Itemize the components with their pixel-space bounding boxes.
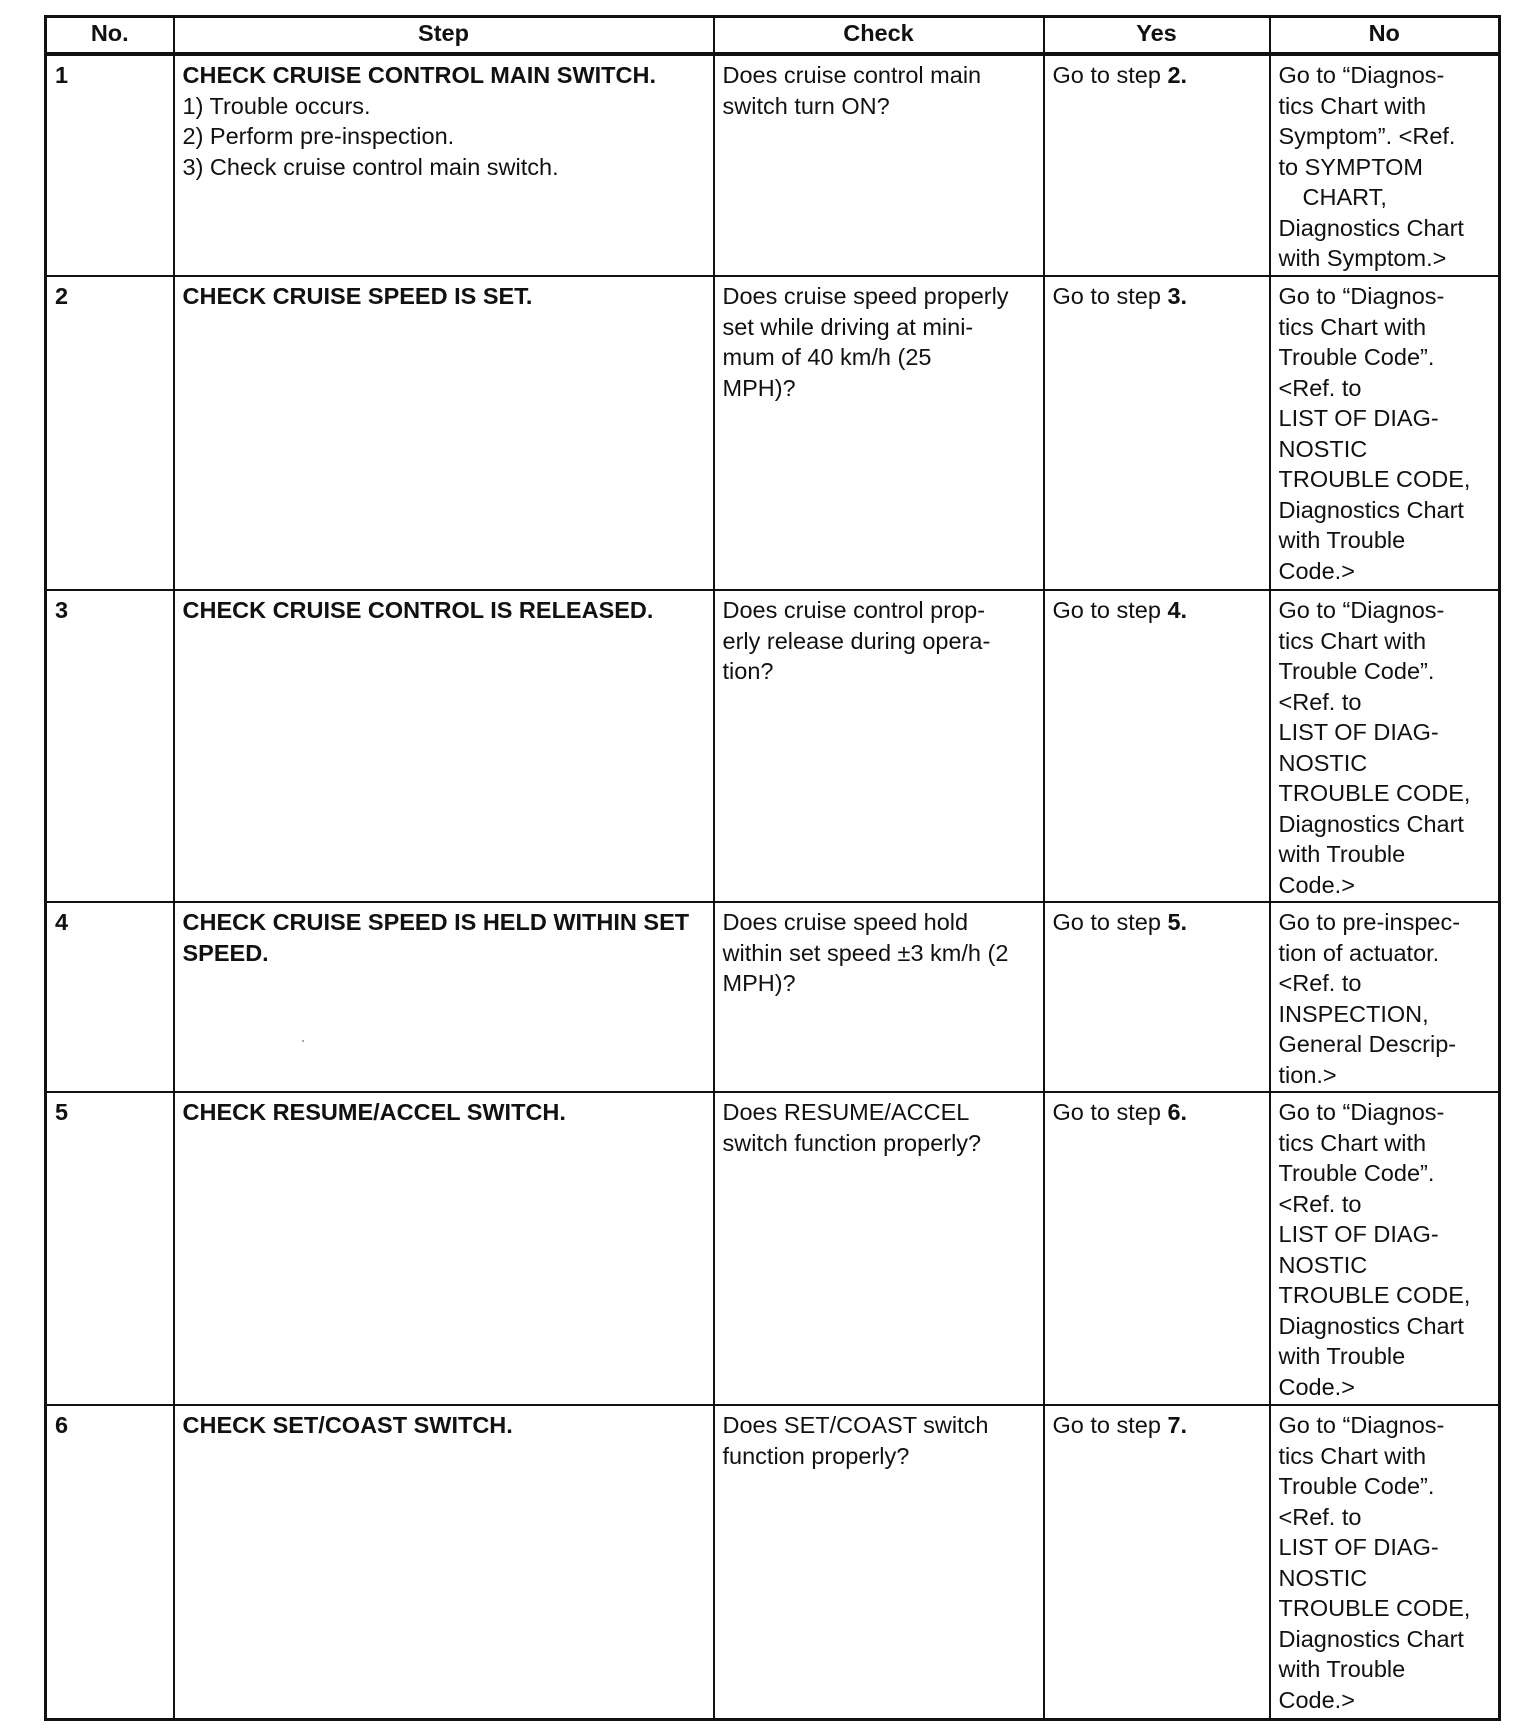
step-cell [174,1092,714,1405]
step-instruction: 1) Trouble occurs. [182,92,371,119]
step-number-cell: 6 [46,1405,174,1720]
yes-step-number: 6. [1167,1099,1188,1125]
table-row [46,276,1500,590]
no-result-line: NOSTIC [1278,1251,1368,1278]
no-result-line: <Ref. to [1278,970,1362,996]
check-text-line: switch function properly? [722,1129,982,1156]
no-result-line: Symptom”. <Ref. [1278,123,1456,149]
yes-cell [1044,54,1270,276]
no-result-line: LIST OF DIAG- [1278,1221,1439,1247]
no-result-line: Code.> [1278,557,1355,584]
no-result-line: LIST OF DIAG- [1278,1534,1439,1560]
no-result-line: tics Chart with [1278,313,1427,340]
header-no: No. [46,17,174,55]
no-result-line: Diagnostics Chart [1278,214,1464,241]
check-cell [714,276,1044,590]
yes-step-number: 2. [1167,62,1188,88]
no-result-line: LIST OF DIAG- [1278,719,1439,745]
header-check: Check [714,17,1044,55]
no-result-line: tics Chart with [1278,92,1427,119]
no-result-line: General Descrip- [1278,1031,1457,1057]
no-result-line: <Ref. to [1278,1190,1362,1217]
no-result-line: Diagnostics Chart [1278,496,1464,523]
yes-cell [1044,590,1270,902]
no-result-line: Diagnostics Chart [1278,1625,1464,1652]
no-result-line: tics Chart with [1278,1129,1427,1156]
no-result-line: Trouble Code”. [1278,1473,1435,1499]
no-result-line: Code.> [1278,1686,1355,1713]
no-result-line: with Trouble [1278,841,1406,867]
check-text-line: within set speed ±3 km/h (2 [722,939,1009,966]
yes-prefix: Go to step [1052,909,1168,935]
header-yes: Yes [1044,17,1270,55]
step-instruction: 2) Perform pre-inspection. [182,123,455,149]
no-result-line: with Trouble [1278,527,1406,553]
no-result-line: with Symptom.> [1278,245,1447,271]
step-cell [174,276,714,590]
yes-step-number: 7. [1167,1412,1188,1438]
no-result-line: TROUBLE CODE, [1278,1595,1471,1621]
yes-prefix: Go to step [1052,1099,1168,1125]
check-text-line: Does RESUME/ACCEL [722,1099,970,1125]
step-title: CHECK CRUISE CONTROL MAIN SWITCH. [182,62,656,88]
check-text-line: set while driving at mini- [722,313,974,340]
check-cell [714,54,1044,276]
no-result-line: CHART, [1302,184,1387,210]
yes-cell [1044,1405,1270,1720]
yes-step-number: 3. [1167,283,1188,309]
no-result-line: tics Chart with [1278,1442,1427,1469]
no-result-line: Go to “Diagnos- [1278,1099,1445,1125]
no-result-line: tion.> [1278,1061,1337,1088]
table-row [46,1092,1500,1405]
yes-cell [1044,1092,1270,1405]
step-cell [174,1405,714,1720]
no-result-line: to SYMPTOM [1278,153,1424,180]
check-text-line: Does SET/COAST switch [722,1412,989,1438]
no-result-line: <Ref. to [1278,1503,1362,1530]
header-no-result: No [1270,17,1500,55]
step-number-cell: 1 [46,54,174,276]
diagnostic-table [44,15,1501,1721]
check-text-line: tion? [722,658,774,684]
check-text-line: MPH)? [722,374,796,401]
no-result-line: Trouble Code”. [1278,658,1435,684]
step-number-cell: 4 [46,902,174,1092]
table-header-row [46,17,1500,55]
step-number-cell: 3 [46,590,174,902]
step-title: CHECK CRUISE CONTROL IS RELEASED. [182,597,654,623]
check-text-line: Does cruise control prop- [722,597,986,623]
no-result-line: Trouble Code”. [1278,1160,1435,1186]
no-result-line: with Trouble [1278,1656,1406,1682]
no-result-cell [1270,1405,1500,1720]
yes-step-number: 4. [1167,597,1188,623]
step-cell [174,902,714,1092]
check-text-line: mum of 40 km/h (25 [722,344,932,370]
yes-cell [1044,902,1270,1092]
check-cell [714,1405,1044,1720]
no-result-line: NOSTIC [1278,1564,1368,1591]
yes-step-number: 5. [1167,909,1188,935]
yes-prefix: Go to step [1052,597,1168,623]
no-result-line: Diagnostics Chart [1278,1312,1464,1339]
check-text-line: MPH)? [722,970,796,996]
yes-prefix: Go to step [1052,283,1168,309]
check-text-line: function properly? [722,1442,910,1469]
no-result-line: Code.> [1278,1373,1355,1400]
header-step: Step [174,17,714,55]
no-result-line: Diagnostics Chart [1278,810,1464,837]
yes-prefix: Go to step [1052,62,1168,88]
step-title: CHECK RESUME/ACCEL SWITCH. [182,1099,566,1125]
table-row [46,54,1500,276]
yes-text [1053,597,1188,623]
no-result-cell [1270,276,1500,590]
check-text-line: erly release during opera- [722,627,991,654]
table-row [46,902,1500,1092]
no-result-line: Trouble Code”. [1278,344,1435,370]
step-title: CHECK CRUISE SPEED IS SET. [182,283,533,309]
no-result-line: with Trouble [1278,1343,1406,1369]
no-result-line: tics Chart with [1278,627,1427,654]
yes-text [1053,1412,1188,1438]
yes-text [1053,283,1188,309]
yes-text [1053,909,1188,935]
no-result-line: LIST OF DIAG- [1278,405,1439,431]
check-cell [714,1092,1044,1405]
table-row [46,1405,1500,1720]
no-result-line: INSPECTION, [1278,1000,1429,1027]
no-result-line: NOSTIC [1278,435,1368,462]
check-text-line: switch turn ON? [722,92,890,119]
step-title: CHECK CRUISE SPEED IS HELD WITHIN SET SPEED. [182,909,690,966]
check-cell [714,902,1044,1092]
no-result-line: TROUBLE CODE, [1278,1282,1471,1308]
step-title: CHECK SET/COAST SWITCH. [182,1412,513,1438]
table-row [46,590,1500,902]
table-body [46,54,1500,1720]
no-result-line: TROUBLE CODE, [1278,780,1471,806]
no-result-line: Code.> [1278,871,1355,898]
step-instruction: 3) Check cruise control main switch. [182,153,559,180]
check-text-line: Does cruise speed hold [722,909,969,935]
no-result-line: Go to pre-inspec- [1278,909,1461,935]
no-result-cell [1270,590,1500,902]
no-result-line: <Ref. to [1278,374,1362,401]
no-result-line: <Ref. to [1278,688,1362,715]
check-text-line: Does cruise control main [722,62,982,88]
no-result-line: tion of actuator. [1278,939,1440,966]
no-result-line: TROUBLE CODE, [1278,466,1471,492]
scan-speck [302,1040,304,1042]
no-result-line: Go to “Diagnos- [1278,62,1445,88]
yes-text [1053,1099,1188,1125]
no-result-cell [1270,1092,1500,1405]
yes-text [1053,62,1188,88]
yes-cell [1044,276,1270,590]
step-number-cell: 2 [46,276,174,590]
step-cell [174,54,714,276]
no-result-line: Go to “Diagnos- [1278,597,1445,623]
check-cell [714,590,1044,902]
no-result-line: NOSTIC [1278,749,1368,776]
yes-prefix: Go to step [1052,1412,1168,1438]
no-result-line: Go to “Diagnos- [1278,283,1445,309]
step-number-cell: 5 [46,1092,174,1405]
no-result-line: Go to “Diagnos- [1278,1412,1445,1438]
step-cell [174,590,714,902]
no-result-cell [1270,54,1500,276]
check-text-line: Does cruise speed properly [722,283,1009,309]
no-result-cell [1270,902,1500,1092]
